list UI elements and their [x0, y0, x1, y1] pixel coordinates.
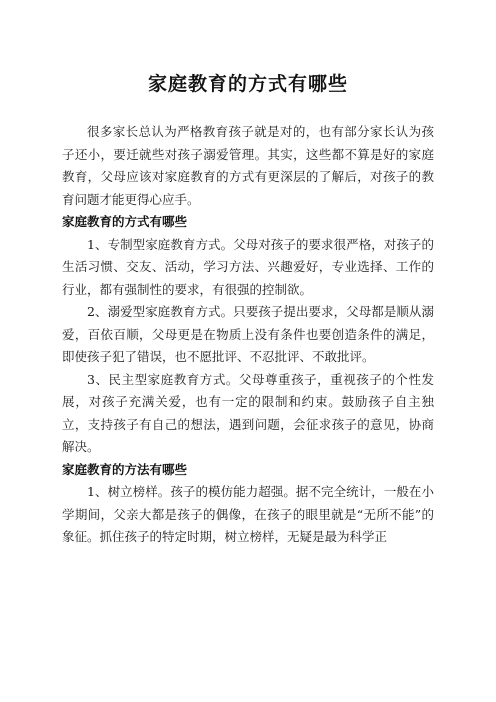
section-heading-methods-types: 家庭教育的方式有哪些	[62, 214, 188, 229]
paragraph-role-model: 1、树立榜样。孩子的模仿能力超强。据不完全统计，一般在小学期间，父亲大都是孩子的偶像，在孩子的眼里就是“无所不能”的象征。抓住孩子的特定时期，树立榜样，无疑是最为科学正	[62, 484, 434, 544]
document-body	[62, 121, 434, 549]
intro-paragraph: 很多家长总认为严格教育孩子就是对的，也有部分家长认为孩子还小，要迁就些对孩子溺爱管理。其实，这些都不算是好的家庭教育，父母应该对家庭教育的方式有更深层的了解后，对孩子的教育问题才能更得心应手。	[62, 124, 434, 207]
paragraph-indulgent: 2、溺爱型家庭教育方式。只要孩子提出要求，父母都是顺从溺爱，百依百顺，父母更是在物质上没有条件也要创造条件的满足，即使孩子犯了错误，也不愿批评、不忍批评、不敢批评。	[62, 304, 434, 364]
document-title: 家庭教育的方式有哪些	[147, 73, 348, 95]
paragraph-democratic: 3、民主型家庭教育方式。父母尊重孩子，重视孩子的个性发展，对孩子充满关爱，也有一定的限制和约束。鼓励孩子自主独立，支持孩子有自己的想法，遇到问题，会征求孩子的意见，协商解决。	[62, 371, 434, 454]
paragraph-authoritarian: 1、专制型家庭教育方式。父母对孩子的要求很严格，对孩子的生活习惯、交友、活动，学习方法、兴趣爱好，专业选择、工作的行业，都有强制性的要求，有很强的控制欲。	[62, 236, 434, 297]
section-heading-approaches: 家庭教育的方法有哪些	[62, 461, 188, 477]
